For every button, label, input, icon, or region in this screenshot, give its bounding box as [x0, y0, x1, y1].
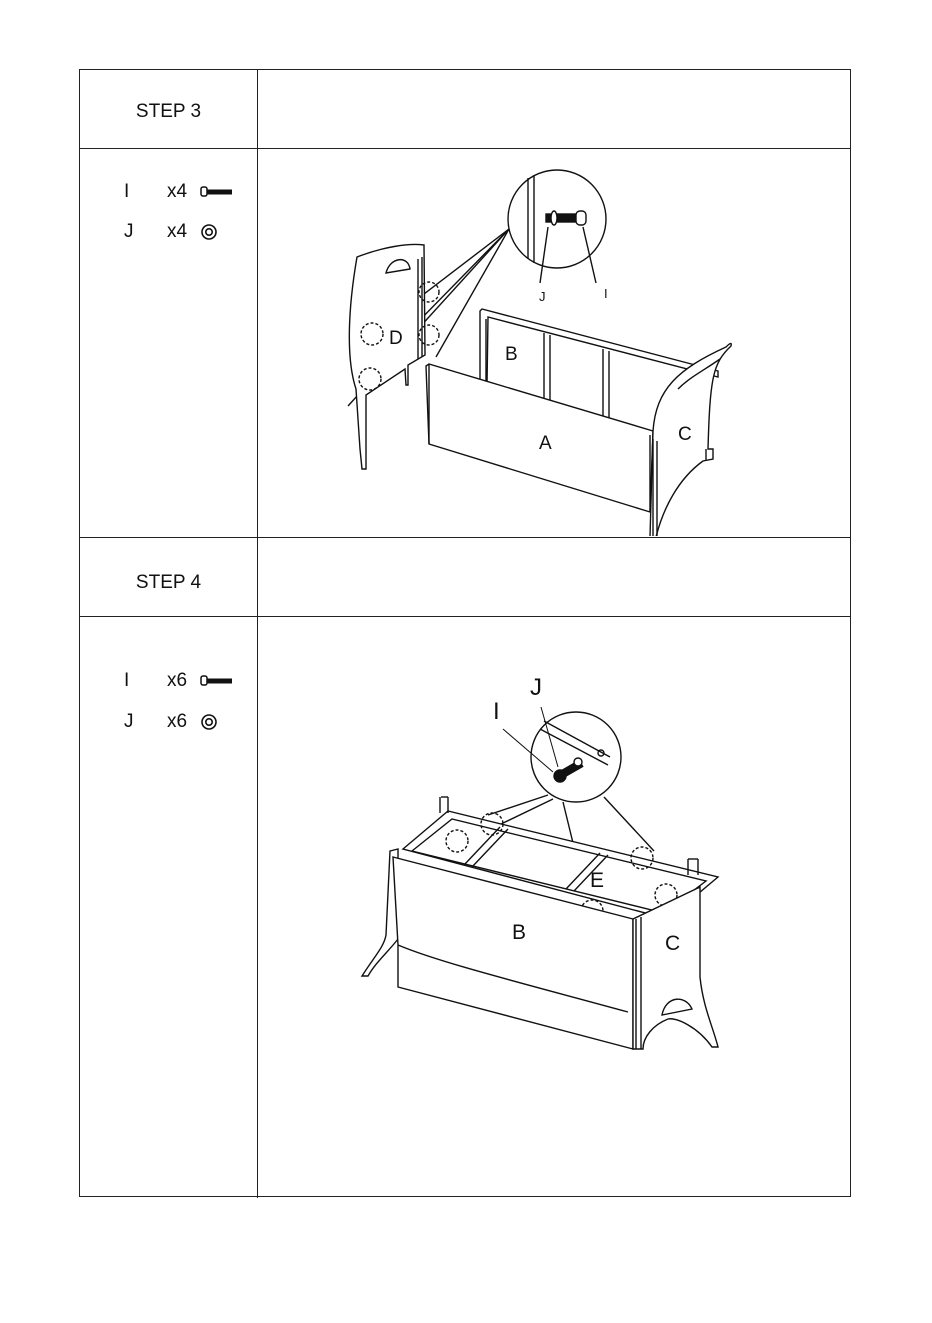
instruction-sheet [79, 69, 851, 1197]
washer-icon [200, 223, 218, 247]
step4-assembly-diagram [258, 617, 850, 1196]
hardware-qty: x4 [167, 181, 188, 202]
step4-label-j: J [530, 674, 542, 701]
step4-title-cell [80, 538, 258, 616]
step4-label-b: B [512, 921, 527, 944]
step3-label-d: D [389, 328, 403, 349]
step4-diagram-cell [258, 617, 850, 1198]
hardware-qty: x4 [167, 221, 188, 242]
step3-diagram-cell [258, 149, 850, 537]
bolt-icon [200, 672, 234, 694]
step3-header-row [80, 70, 850, 149]
step4-title: STEP 4 [135, 572, 202, 593]
step3-description-cell [258, 70, 850, 148]
step4-hardware-cell [80, 617, 258, 1198]
bolt-icon [200, 183, 234, 205]
hardware-letter: J [124, 221, 134, 242]
step4-header-row [80, 538, 850, 617]
step3-label-j: J [539, 289, 546, 304]
hardware-letter: I [124, 181, 130, 202]
washer-icon [200, 713, 218, 737]
step4-label-e: E [590, 869, 605, 892]
hardware-letter: J [124, 711, 134, 732]
step4-label-i: I [493, 698, 500, 725]
hardware-qty: x6 [167, 711, 188, 732]
step3-label-b: B [505, 344, 518, 365]
hardware-letter: I [124, 670, 130, 691]
step3-title-cell [80, 70, 258, 148]
step3-title: STEP 3 [135, 101, 202, 122]
step3-content-row [80, 149, 850, 538]
hardware-qty: x6 [167, 670, 188, 691]
step4-description-cell [258, 538, 850, 616]
step3-hardware-cell [80, 149, 258, 537]
step3-label-i: I [604, 286, 608, 301]
step4-content-row [80, 617, 850, 1198]
step4-label-c: C [665, 932, 681, 955]
step3-assembly-diagram [258, 149, 850, 536]
step3-label-a: A [539, 433, 552, 454]
step3-label-c: C [678, 424, 692, 445]
